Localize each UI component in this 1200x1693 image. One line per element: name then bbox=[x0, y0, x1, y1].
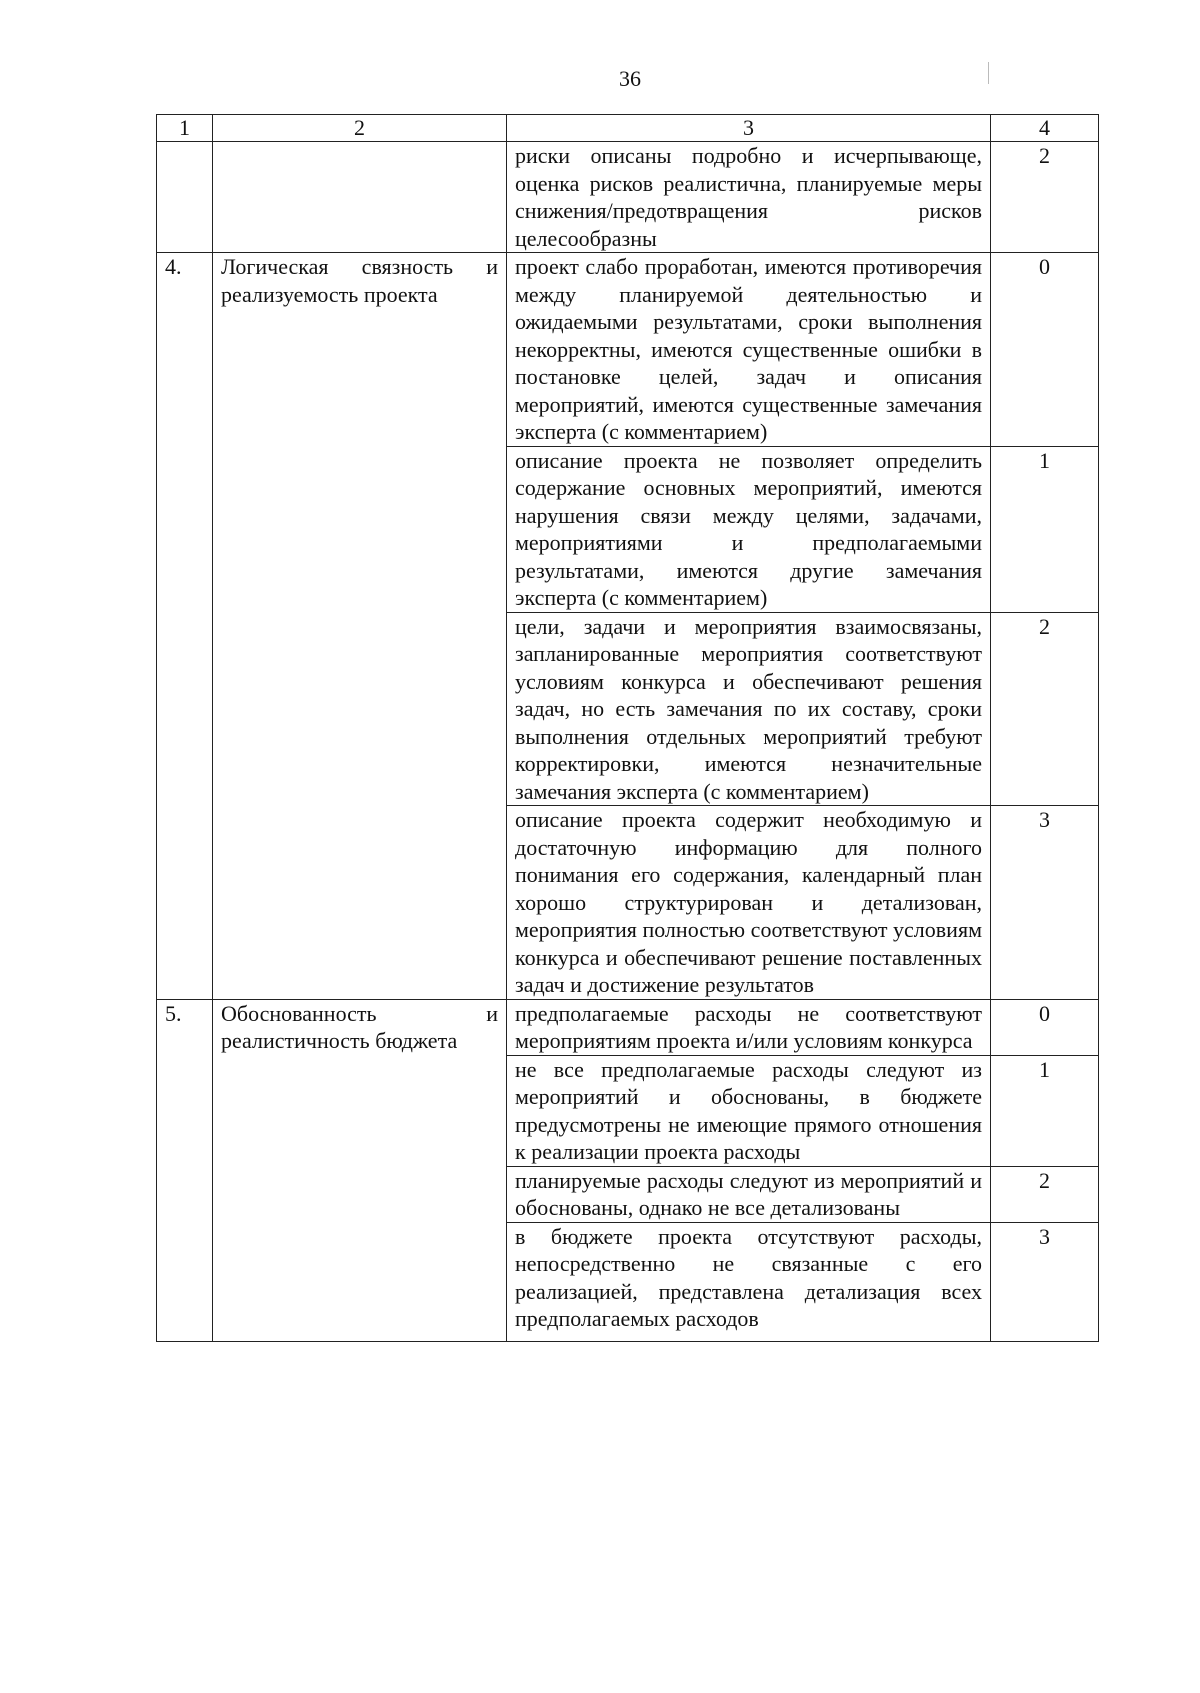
score-cell: 0 bbox=[991, 999, 1099, 1055]
page-number: 36 bbox=[619, 66, 641, 91]
score-cell: 3 bbox=[991, 1222, 1099, 1341]
description-cell: описание проекта не позволяет определить содержание основных мероприятий, имеются нарушения связи между целями, задачами, мероприятиями и предполагаемыми результатами, имеются другие замечания эксперта (с комментарием) bbox=[507, 446, 991, 612]
table-row bbox=[157, 253, 1099, 447]
score-cell: 0 bbox=[991, 253, 1099, 447]
score-cell: 2 bbox=[991, 1166, 1099, 1222]
score-cell: 1 bbox=[991, 1055, 1099, 1166]
criterion-line: Логическая связность и bbox=[221, 254, 498, 279]
description-cell: не все предполагаемые расходы следуют из мероприятий и обоснованы, в бюджете предусмотрены не имеющие прямого отношения к реализации проекта расходы bbox=[507, 1055, 991, 1166]
score-cell: 2 bbox=[991, 612, 1099, 806]
criterion-line: реализуемость проекта bbox=[221, 281, 438, 307]
header-col-2: 2 bbox=[213, 115, 507, 142]
scan-artifact-mark bbox=[988, 62, 989, 84]
score-cell: 1 bbox=[991, 446, 1099, 612]
criterion-cell bbox=[213, 999, 507, 1341]
header-col-3: 3 bbox=[507, 115, 991, 142]
description-cell: проект слабо проработан, имеются противоречия между планируемой деятельностью и ожидаемыми результатами, сроки выполнения некорректны, имеются существенные ошибки в постановке целей, задач и описания мероприятий, имеются существенные замечания эксперта (с комментарием) bbox=[507, 253, 991, 447]
criterion-cell bbox=[213, 142, 507, 253]
criterion-cell bbox=[213, 253, 507, 1000]
table-row bbox=[157, 142, 1099, 253]
description-cell: описание проекта содержит необходимую и достаточную информацию для полного понимания его содержания, календарный план хорошо структурирован и детализован, мероприятия полностью соответствуют условиям конкурса и обеспечивают решение поставленных задач и достижение результатов bbox=[507, 806, 991, 1000]
score-cell: 3 bbox=[991, 806, 1099, 1000]
row-number-cell bbox=[157, 142, 213, 253]
description-cell: цели, задачи и мероприятия взаимосвязаны, запланированные мероприятия соответствуют условиям конкурса и обеспечивают решения задач, но есть замечания по их составу, сроки выполнения отдельных мероприятий требуют корректировки, имеются незначительные замечания эксперта (с комментарием) bbox=[507, 612, 991, 806]
criteria-table bbox=[156, 114, 1099, 1342]
criterion-line: Обоснованность и bbox=[221, 1000, 498, 1026]
description-cell: предполагаемые расходы не соответствуют мероприятиям проекта и/или условиям конкурса bbox=[507, 999, 991, 1055]
criterion-line: реалистичность бюджета bbox=[221, 1028, 458, 1053]
description-cell: планируемые расходы следуют из мероприятий и обоснованы, однако не все детализованы bbox=[507, 1166, 991, 1222]
score-cell: 2 bbox=[991, 142, 1099, 253]
row-number-cell: 4. bbox=[157, 253, 213, 1000]
header-col-4: 4 bbox=[991, 115, 1099, 142]
description-cell: риски описаны подробно и исчерпывающе, оценка рисков реалистична, планируемые меры снижения/предотвращения рисков целесообразны bbox=[507, 142, 991, 253]
table-row bbox=[157, 999, 1099, 1055]
header-col-1: 1 bbox=[157, 115, 213, 142]
row-number-cell: 5. bbox=[157, 999, 213, 1341]
table-header-row bbox=[157, 115, 1099, 142]
description-cell: в бюджете проекта отсутствуют расходы, непосредственно не связанные с его реализацией, представлена детализация всех предполагаемых расходов bbox=[507, 1222, 991, 1341]
